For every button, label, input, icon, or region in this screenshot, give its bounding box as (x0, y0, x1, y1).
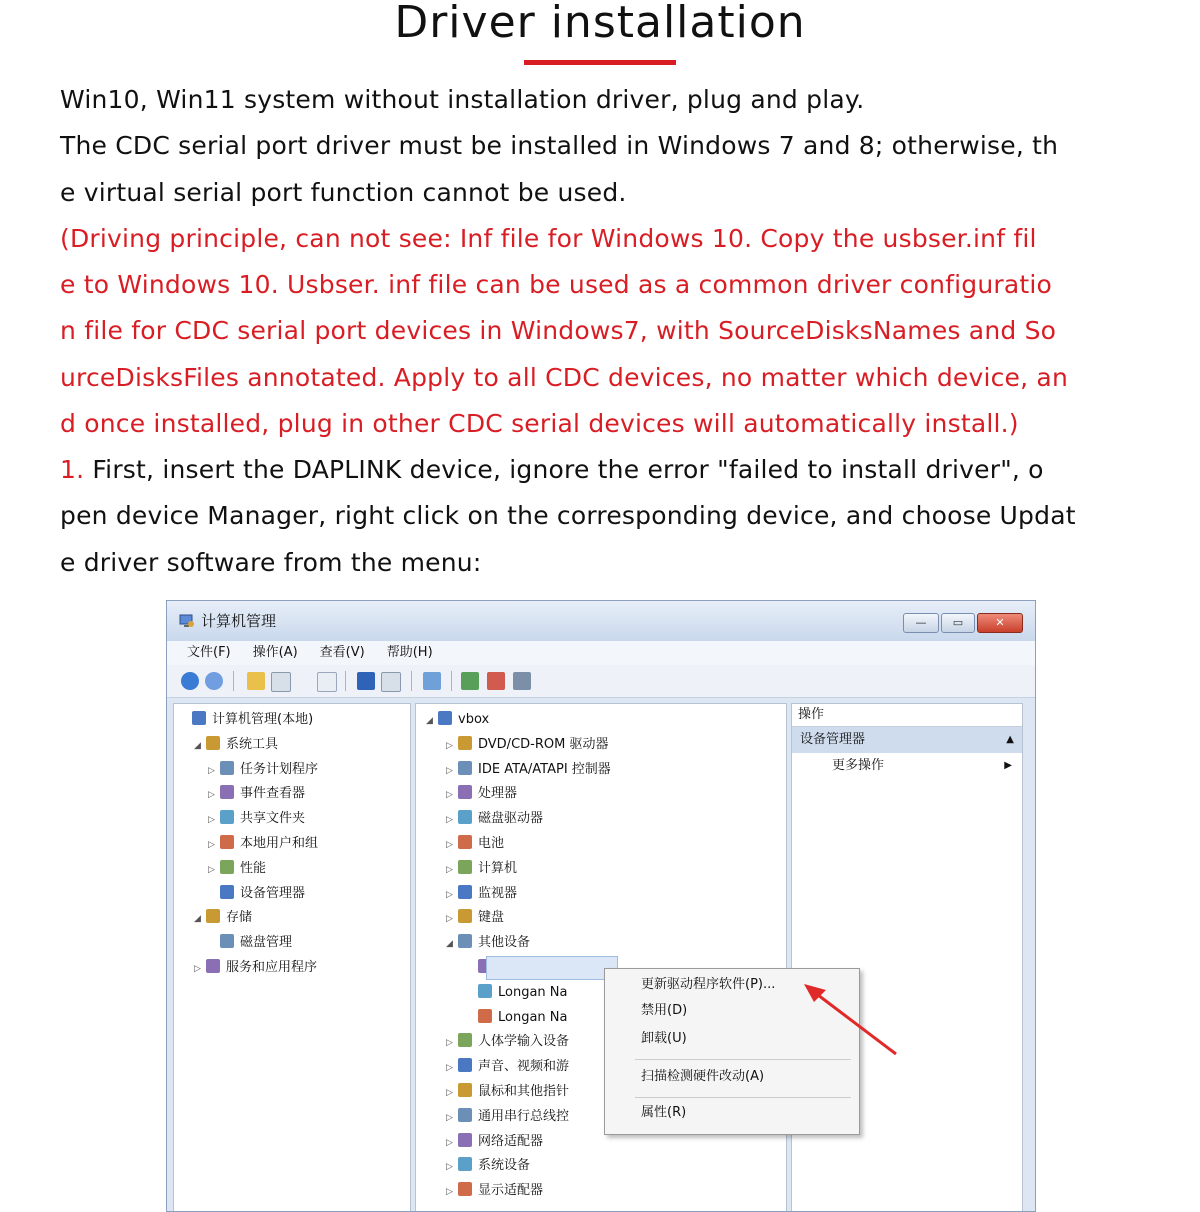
actions-device-manager[interactable] (792, 727, 1022, 753)
tree-item[interactable] (446, 1080, 569, 1104)
tree-item[interactable] (466, 981, 568, 1005)
minimize-button[interactable] (903, 613, 939, 633)
expand-arrow-icon[interactable]: ▷ (446, 1063, 453, 1074)
menu-divider (635, 1059, 851, 1060)
scan-hardware-icon[interactable] (423, 672, 441, 690)
tree-item[interactable] (446, 832, 504, 856)
tree-item[interactable] (446, 807, 543, 831)
tree-item-label: 键盘 (478, 910, 505, 926)
paragraph-line: The CDC serial port driver must be installed in Windows 7 and 8; otherwise, th (60, 131, 1059, 161)
expand-arrow-icon[interactable]: ◢ (194, 740, 201, 751)
expand-arrow-icon[interactable]: ◢ (446, 939, 453, 950)
tree-item[interactable] (446, 733, 608, 757)
properties-icon[interactable] (317, 672, 337, 692)
actions-pane (791, 703, 1023, 1212)
tree-item[interactable] (446, 1130, 543, 1154)
window-titlebar[interactable] (167, 601, 1035, 641)
expand-arrow-icon[interactable]: ▷ (194, 964, 201, 974)
expand-arrow-icon[interactable]: ▷ (446, 1187, 453, 1198)
intro-paragraph (60, 77, 1150, 447)
context-menu-item[interactable]: 禁用(D) (641, 1003, 688, 1018)
actions-device-manager-label: 设备管理器 (800, 732, 866, 747)
expand-arrow-icon[interactable]: ◢ (426, 716, 433, 726)
device-icon (458, 1033, 472, 1047)
paragraph-line: urceDisksFiles annotated. Apply to all CDC devices, no matter which device, an (60, 362, 1068, 392)
selected-device-highlight (486, 956, 618, 980)
console-tree-pane (173, 703, 411, 1212)
tree-item[interactable] (208, 782, 305, 806)
tree-item[interactable] (194, 956, 317, 980)
more-actions-label: 更多操作 (832, 758, 885, 773)
tree-item-label: 磁盘驱动器 (478, 811, 544, 827)
expand-arrow-icon[interactable]: ▷ (446, 815, 453, 826)
update-driver-icon[interactable] (461, 672, 479, 690)
menu-bar (167, 641, 1035, 665)
tree-item[interactable] (466, 1006, 568, 1030)
step-number: 1. (60, 455, 85, 484)
context-menu-item[interactable]: 属性(R) (641, 1105, 687, 1120)
device-icon (220, 761, 234, 775)
tree-item-label: 通用串行总线控 (478, 1108, 570, 1124)
device-icon (438, 711, 452, 725)
context-menu-item[interactable]: 扫描检测硬件改动(A) (641, 1069, 765, 1084)
up-folder-icon[interactable] (247, 672, 265, 690)
help-icon[interactable] (357, 672, 375, 690)
step-1-text: First, insert the DAPLINK device, ignore the error "failed to install driver", o (84, 455, 1044, 484)
expand-arrow-icon[interactable]: ▷ (446, 1137, 453, 1148)
device-icon (220, 860, 234, 874)
tree-item-label: 声音、视频和游 (478, 1059, 570, 1075)
tree-item-label: 磁盘管理 (240, 935, 293, 951)
minimize-icon: — (915, 616, 927, 629)
more-actions-item[interactable] (792, 753, 1022, 779)
page-title: Driver installation (394, 0, 806, 48)
tree-item[interactable] (426, 708, 489, 732)
device-icon (458, 885, 472, 899)
menu-item[interactable]: 帮助(H) (386, 645, 433, 660)
device-icon (458, 1058, 472, 1072)
device-icon (220, 885, 234, 899)
close-button[interactable] (977, 613, 1023, 633)
tree-item[interactable] (194, 906, 252, 930)
paragraph-line: e virtual serial port function cannot be used. (60, 177, 627, 207)
tree-item[interactable] (446, 1030, 569, 1054)
device-icon (458, 909, 472, 923)
device-icon (220, 785, 234, 799)
expand-arrow-icon[interactable]: ▷ (446, 790, 453, 801)
tree-item-label: 系统设备 (478, 1158, 531, 1174)
step-1-line: e driver software from the menu: (60, 547, 482, 577)
tree-item[interactable] (208, 857, 266, 881)
device-icon (458, 860, 472, 874)
maximize-button[interactable] (941, 613, 975, 633)
tree-item[interactable] (208, 758, 318, 782)
paragraph-line: n file for CDC serial port devices in Windows7, with SourceDisksNames and So (60, 316, 1057, 346)
tree-item[interactable] (446, 1055, 569, 1079)
tree-item-label: DVD/CD-ROM 驱动器 (478, 736, 609, 752)
actions-header: 操作 (792, 704, 1022, 727)
computer-management-icon (179, 613, 195, 629)
device-icon (458, 934, 472, 948)
tree-item-label: vbox (458, 712, 490, 727)
submenu-arrow-icon: ▶ (1004, 760, 1012, 771)
tree-item-label: 其他设备 (478, 935, 531, 951)
tree-item[interactable] (446, 906, 504, 930)
tree-item-label: 系统工具 (226, 736, 279, 752)
paragraph-line: e to Windows 10. Usbser. inf file can be used as a common driver configuratio (60, 270, 1053, 300)
device-icon (220, 810, 234, 824)
device-icon (206, 959, 220, 973)
tree-item[interactable] (446, 1154, 530, 1178)
expand-arrow-icon[interactable]: ▷ (446, 1162, 453, 1173)
expand-arrow-icon[interactable]: ▷ (446, 840, 453, 850)
menu-item[interactable]: 查看(V) (319, 645, 365, 660)
device-icon (458, 1182, 472, 1196)
device-icon (458, 1083, 472, 1097)
expand-arrow-icon[interactable]: ▷ (446, 914, 453, 925)
device-icon (192, 711, 206, 725)
device-icon (458, 1157, 472, 1171)
expand-arrow-icon[interactable]: ▷ (446, 1088, 453, 1098)
tree-item-label: 鼠标和其他指针 (478, 1084, 570, 1099)
tree-item-label: 计算机管理(本地) (212, 712, 314, 727)
expand-arrow-icon[interactable]: ▷ (208, 765, 215, 776)
device-icon (458, 1108, 472, 1122)
menu-item[interactable]: 操作(A) (252, 645, 298, 660)
tree-item[interactable] (446, 758, 611, 782)
expand-arrow-icon[interactable]: ◢ (194, 914, 201, 925)
back-icon[interactable] (181, 672, 199, 690)
expand-arrow-icon[interactable]: ▷ (208, 815, 215, 826)
tree-item[interactable] (208, 832, 318, 856)
tree-item[interactable] (194, 733, 278, 757)
device-icon (458, 835, 472, 849)
tree-item[interactable] (446, 857, 517, 881)
tree-item-label: 设备管理器 (240, 885, 306, 901)
tree-item-label: 任务计划程序 (240, 761, 319, 777)
device-icon (458, 736, 472, 750)
close-icon: ✕ (995, 616, 1005, 629)
step-1-line (60, 447, 1150, 493)
paragraph-line: (Driving principle, can not see: Inf file for Windows 10. Copy the usbser.inf fil (60, 223, 1037, 253)
tree-item-label: 本地用户和组 (240, 836, 319, 851)
device-icon (220, 934, 234, 948)
forward-icon[interactable] (205, 672, 223, 690)
expand-arrow-icon[interactable]: ▷ (446, 864, 453, 875)
context-menu-item[interactable]: 卸载(U) (641, 1031, 687, 1046)
tree-item-label: 事件查看器 (240, 786, 306, 802)
tree-item-label: Longan Na (498, 984, 568, 1000)
tree-item-label: IDE ATA/ATAPI 控制器 (478, 761, 611, 777)
device-icon (478, 984, 492, 998)
step-1-paragraph (60, 447, 1150, 586)
expand-arrow-icon[interactable]: ▷ (446, 765, 453, 776)
expand-arrow-icon[interactable]: ▷ (208, 840, 215, 850)
context-menu-item[interactable]: 更新驱动程序软件(P)... (641, 977, 776, 992)
tree-item-label: 性能 (240, 860, 267, 876)
menu-divider (635, 1097, 851, 1098)
device-icon (206, 736, 220, 750)
tree-item-label: 服务和应用程序 (226, 960, 318, 975)
maximize-icon: ▭ (952, 616, 964, 629)
window-title: 计算机管理 (201, 612, 277, 630)
toolbar (167, 665, 1035, 698)
tree-item-label: Longan Na (498, 1009, 568, 1025)
tree-item[interactable] (180, 708, 313, 732)
tree-item-label: 显示适配器 (478, 1183, 544, 1199)
tree-item[interactable] (446, 931, 530, 955)
device-icon (220, 835, 234, 849)
tree-item-label: 人体学输入设备 (478, 1034, 570, 1050)
expand-arrow-icon[interactable]: ▷ (446, 889, 453, 900)
tree-item-label: 计算机 (478, 860, 518, 876)
paragraph-line: Win10, Win11 system without installation driver, plug and play. (60, 85, 865, 114)
show-hide-tree-icon[interactable] (271, 672, 291, 692)
expand-arrow-icon[interactable]: ▷ (208, 864, 215, 875)
tree-item-label: 共享文件夹 (240, 811, 306, 827)
device-icon (458, 761, 472, 775)
tree-item[interactable] (446, 882, 517, 906)
expand-arrow-icon[interactable]: ▷ (446, 740, 453, 751)
expand-arrow-icon[interactable]: ▷ (446, 1112, 453, 1123)
menu-item[interactable]: 文件(F) (187, 645, 231, 660)
action-pane-icon[interactable] (381, 672, 401, 692)
collapse-up-icon[interactable]: ▲ (1006, 734, 1014, 745)
tree-item[interactable] (208, 882, 305, 906)
tree-item-label: 电池 (478, 836, 505, 851)
red-arrow-icon (800, 982, 900, 1058)
device-icon (458, 1133, 472, 1147)
uninstall-icon[interactable] (487, 672, 505, 690)
tree-item-label: 网络适配器 (478, 1133, 544, 1149)
computer-management-window (166, 600, 1036, 1212)
expand-arrow-icon[interactable]: ▷ (208, 790, 215, 801)
device-icon (206, 909, 220, 923)
tree-item-label: 监视器 (478, 885, 518, 901)
tree-item[interactable] (446, 782, 517, 806)
paragraph-line: d once installed, plug in other CDC serial devices will automatically install.) (60, 409, 1019, 439)
tree-item-label: 存储 (226, 910, 253, 926)
tree-item-label: 处理器 (478, 786, 518, 802)
expand-arrow-icon[interactable]: ▷ (446, 1038, 453, 1049)
tree-item[interactable] (208, 807, 305, 831)
title-underline (524, 60, 676, 65)
enable-device-icon[interactable] (513, 672, 531, 690)
device-icon (458, 785, 472, 799)
tree-item[interactable] (208, 931, 292, 955)
device-icon (478, 1009, 492, 1023)
tree-item[interactable] (446, 1105, 569, 1129)
device-icon (458, 810, 472, 824)
step-1-line: pen device Manager, right click on the corresponding device, and choose Updat (60, 501, 1076, 531)
